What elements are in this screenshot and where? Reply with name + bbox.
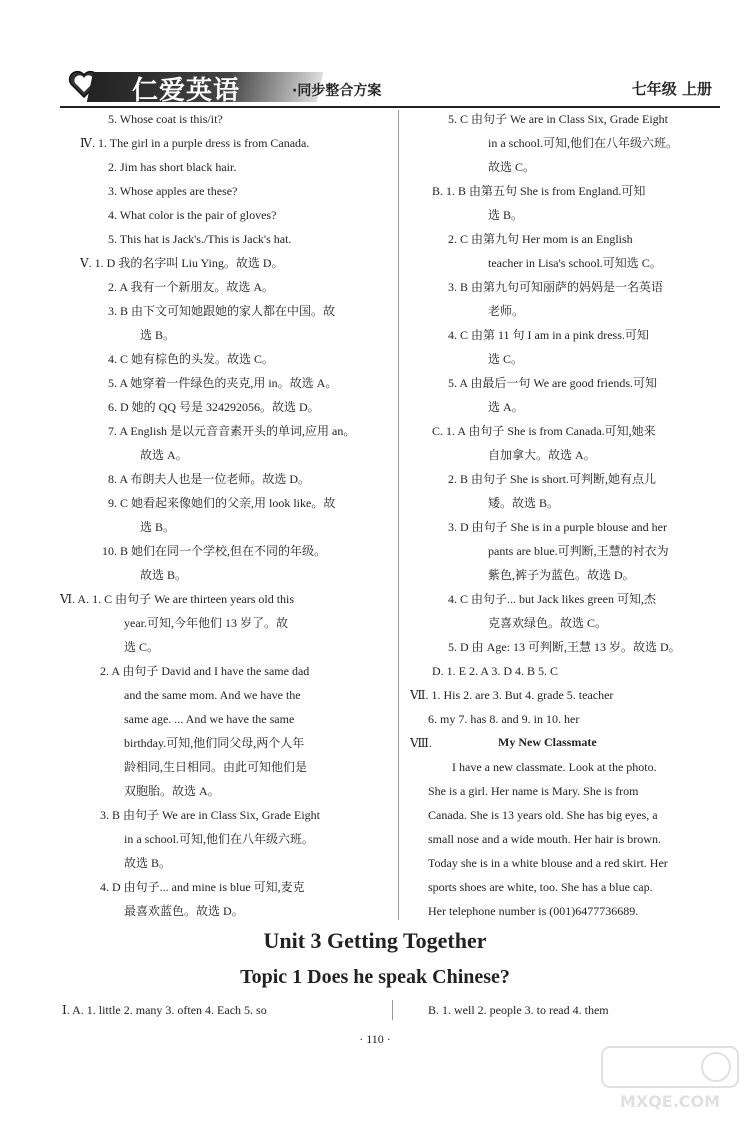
- left-line: 4. What color is the pair of gloves?: [108, 208, 277, 222]
- left-line: 选 B。: [140, 328, 176, 342]
- left-line: 龄相同,生日相同。由此可知他们是: [124, 760, 308, 774]
- right-line: 故选 C。: [488, 160, 536, 174]
- right-line: B. 1. B 由第五句 She is from England.可知: [432, 184, 646, 198]
- right-line: 3. B 由第九句可知丽萨的妈妈是一名英语: [448, 280, 664, 294]
- topic-title: Topic 1 Does he speak Chinese?: [240, 966, 510, 988]
- right-line: in a school.可知,他们在八年级六班。: [488, 136, 678, 150]
- left-line: Ⅴ. 1. D 我的名字叫 Liu Ying。故选 D。: [80, 256, 284, 270]
- right-line: I have a new classmate. Look at the photo.: [452, 760, 657, 774]
- right-line: C. 1. A 由句子 She is from Canada.可知,她来: [432, 424, 656, 438]
- left-line: 5. Whose coat is this/it?: [108, 112, 223, 126]
- left-line: year.可知,今年他们 13 岁了。故: [124, 616, 288, 630]
- bottom-left-answers: Ⅰ. A. 1. little 2. many 3. often 4. Each 5. so: [62, 1003, 267, 1017]
- right-line: 5. D 由 Age: 13 可判断,王慧 13 岁。故选 D。: [448, 640, 681, 654]
- left-line: 4. D 由句子... and mine is blue 可知,麦克: [100, 880, 305, 894]
- left-line: 6. D 她的 QQ 号是 324292056。故选 D。: [108, 400, 320, 414]
- right-line: pants are blue.可判断,王慧的衬衣为: [488, 544, 669, 558]
- unit-title: Unit 3 Getting Together: [263, 928, 487, 953]
- right-line: 选 B。: [488, 208, 524, 222]
- right-line: Ⅶ. 1. His 2. are 3. But 4. grade 5. teacher: [410, 688, 614, 702]
- right-line: 5. C 由句子 We are in Class Six, Grade Eight: [448, 112, 669, 126]
- right-line: 3. D 由句子 She is in a purple blouse and her: [448, 520, 667, 534]
- right-line: D. 1. E 2. A 3. D 4. B 5. C: [432, 664, 559, 678]
- bottom-right-answers: B. 1. well 2. people 3. to read 4. them: [428, 1003, 609, 1017]
- watermark-logo: [600, 1045, 740, 1115]
- right-line: Today she is in a white blouse and a red skirt. Her: [428, 856, 668, 870]
- column-divider: [398, 110, 399, 920]
- header-rule: [60, 106, 720, 108]
- left-line: 3. B 由下文可知她跟她的家人都在中国。故: [108, 304, 336, 318]
- left-line: 故选 A。: [140, 448, 188, 462]
- left-line: 双胞胎。故选 A。: [124, 784, 220, 798]
- brand-title: 仁爱英语: [132, 76, 241, 106]
- left-line: 5. A 她穿着一件绿色的夹克,用 in。故选 A。: [108, 376, 338, 390]
- essay-title: My New Classmate: [498, 735, 597, 749]
- left-line: 故选 B。: [140, 568, 188, 582]
- right-line: small nose and a wide mouth. Her hair is brown.: [428, 832, 661, 846]
- right-line: 紫色,裤子为蓝色。故选 D。: [488, 568, 635, 582]
- right-line: teacher in Lisa's school.可知选 C。: [488, 256, 662, 270]
- watermark-text: MXQE.COM: [619, 1092, 721, 1111]
- left-line: 3. B 由句子 We are in Class Six, Grade Eight: [100, 808, 321, 822]
- left-line: 故选 B。: [124, 856, 172, 870]
- page-number: · 110 ·: [359, 1032, 391, 1046]
- left-line: Ⅳ. 1. The girl in a purple dress is from Canada.: [80, 136, 310, 150]
- left-line: 8. A 布朗夫人也是一位老师。故选 D。: [108, 472, 311, 486]
- right-line: 2. B 由句子 She is short.可判断,她有点儿: [448, 472, 657, 486]
- left-line: 选 B。: [140, 520, 176, 534]
- left-line: 2. A 由句子 David and I have the same dad: [100, 664, 310, 678]
- series-title: ·同步整合方案: [292, 83, 382, 99]
- left-line: 10. B 她们在同一个学校,但在不同的年级。: [102, 544, 327, 558]
- right-line: 2. C 由第九句 Her mom is an English: [448, 232, 633, 246]
- left-line: Ⅵ. A. 1. C 由句子 We are thirteen years old this: [60, 592, 295, 606]
- left-line: 9. C 她看起来像她们的父亲,用 look like。故: [108, 496, 336, 510]
- left-line: 最喜欢蓝色。故选 D。: [124, 904, 244, 918]
- right-line: 选 C。: [488, 352, 524, 366]
- left-line: in a school.可知,他们在八年级六班。: [124, 832, 314, 846]
- left-line: 5. This hat is Jack's./This is Jack's hat.: [108, 232, 292, 246]
- bottom-divider: [392, 1000, 393, 1020]
- right-line: 自加拿大。故选 A。: [488, 448, 596, 462]
- right-line: sports shoes are white, too. She has a blue cap.: [428, 880, 653, 894]
- right-line: 老师。: [488, 304, 525, 318]
- left-line: 2. Jim has short black hair.: [108, 160, 237, 174]
- right-line: 4. C 由第 11 句 I am in a pink dress.可知: [448, 328, 649, 342]
- right-line: 选 A。: [488, 400, 524, 414]
- page-header: [60, 64, 720, 108]
- left-line: and the same mom. And we have the: [124, 688, 301, 702]
- right-line: 5. A 由最后一句 We are good friends.可知: [448, 376, 658, 390]
- right-line: She is a girl. Her name is Mary. She is from: [428, 784, 639, 798]
- left-line: 7. A English 是以元音音素开头的单词,应用 an。: [108, 424, 356, 438]
- right-line: Her telephone number is (001)6477736689.: [428, 904, 639, 918]
- right-line: Canada. She is 13 years old. She has big eyes, a: [428, 808, 658, 822]
- left-line: 2. A 我有一个新朋友。故选 A。: [108, 280, 275, 294]
- left-line: 4. C 她有棕色的头发。故选 C。: [108, 352, 275, 366]
- left-line: same age. ... And we have the same: [124, 712, 295, 726]
- left-line: 3. Whose apples are these?: [108, 184, 238, 198]
- right-line: 4. C 由句子... but Jack likes green 可知,杰: [448, 592, 656, 606]
- grade-label: 七年级 上册: [631, 80, 712, 98]
- right-line: 克喜欢绿色。故选 C。: [488, 616, 608, 630]
- left-line: birthday.可知,他们同父母,两个人年: [124, 736, 305, 750]
- right-line: 6. my 7. has 8. and 9. in 10. her: [428, 712, 580, 726]
- left-line: 选 C。: [124, 640, 160, 654]
- right-line: 矮。故选 B。: [488, 496, 560, 510]
- right-line: Ⅷ.: [410, 736, 432, 750]
